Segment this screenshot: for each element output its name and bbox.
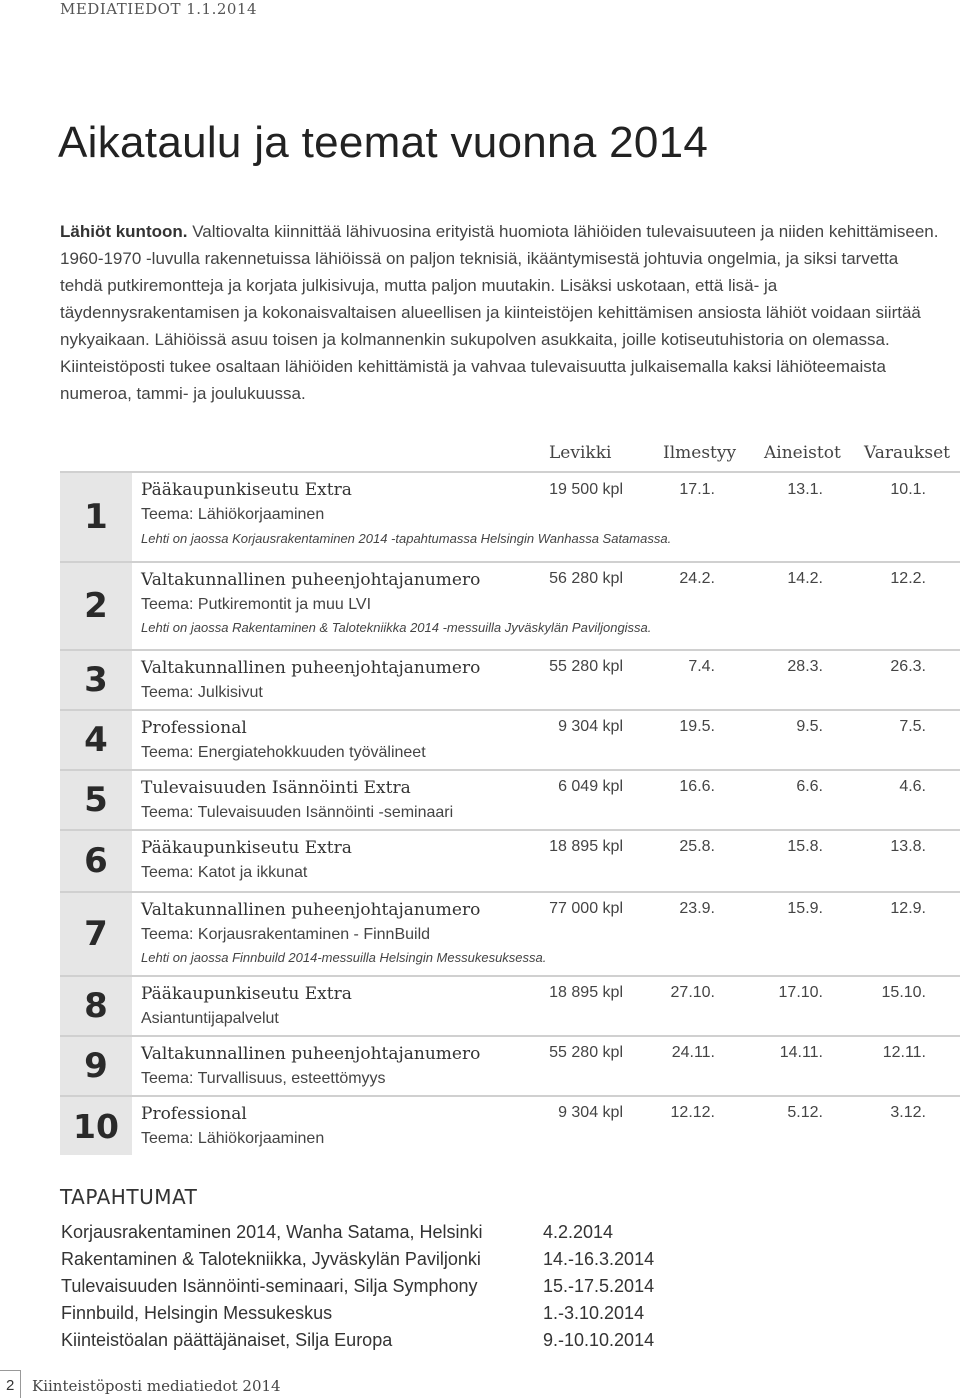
- issue-varaukset: 4.6.: [899, 778, 926, 795]
- event-date: 9.-10.10.2014: [543, 1330, 655, 1350]
- issue-number: 10: [60, 1097, 132, 1155]
- issue-number: 9: [60, 1037, 132, 1095]
- issue-aineistot: 5.12.: [787, 1104, 823, 1121]
- issue-ilmestyy: 23.9.: [679, 900, 715, 917]
- issue-aineistot: 15.9.: [787, 900, 823, 917]
- issue-varaukset: 3.12.: [890, 1104, 926, 1121]
- row-divider: [60, 975, 960, 977]
- issue-row: [60, 471, 960, 561]
- issue-row: [60, 769, 960, 829]
- issue-ilmestyy: 27.10.: [670, 984, 715, 1001]
- row-divider: [60, 1035, 960, 1037]
- issue-theme: Teema: Tulevaisuuden Isännöinti -seminaari: [141, 804, 454, 821]
- issue-theme: Teema: Energiatehokkuuden työvälineet: [141, 744, 426, 761]
- issue-levikki: 77 000 kpl: [549, 900, 623, 917]
- issue-varaukset: 7.5.: [899, 718, 926, 735]
- issue-theme: Teema: Putkiremontit ja muu LVI: [141, 596, 372, 613]
- issue-levikki: 19 500 kpl: [549, 481, 623, 498]
- page-number: 2: [6, 1377, 15, 1394]
- issue-ilmestyy: 24.11.: [671, 1044, 715, 1061]
- issue-row: [60, 649, 960, 709]
- issue-row: [60, 709, 960, 769]
- issue-publication: Valtakunnallinen puheenjohtajanumero: [141, 570, 481, 590]
- row-divider: [60, 709, 960, 711]
- row-divider: [60, 471, 960, 473]
- event-name: Rakentaminen & Talotekniikka, Jyväskylän Paviljonki: [61, 1249, 481, 1269]
- issue-theme: Teema: Julkisivut: [141, 684, 263, 701]
- issue-levikki: 55 280 kpl: [549, 1044, 623, 1061]
- issue-number: 1: [60, 473, 132, 561]
- issue-ilmestyy: 12.12.: [670, 1104, 715, 1121]
- issue-publication: Pääkaupunkiseutu Extra: [141, 984, 352, 1004]
- event-date: 1.-3.10.2014: [543, 1303, 645, 1323]
- row-divider: [60, 649, 960, 651]
- issue-number: 6: [60, 831, 132, 891]
- footer-divider-vertical: [20, 1370, 21, 1398]
- issue-number: 4: [60, 711, 132, 769]
- issue-publication: Professional: [141, 1104, 247, 1124]
- event-name: Tulevaisuuden Isännöinti-seminaari, Silja Symphony: [61, 1276, 478, 1296]
- issue-varaukset: 12.11.: [882, 1044, 926, 1061]
- footer-text: Kiinteistöposti mediatiedot 2014: [32, 1377, 281, 1395]
- issue-publication: Valtakunnallinen puheenjohtajanumero: [141, 900, 481, 920]
- issue-number: 2: [60, 563, 132, 649]
- events-heading: TAPAHTUMAT: [60, 1185, 198, 1209]
- issue-aineistot: 17.10.: [778, 984, 823, 1001]
- issue-varaukset: 13.8.: [890, 838, 926, 855]
- issue-note: Lehti on jaossa Korjausrakentaminen 2014 -tapahtumassa Helsingin Wanhassa Satamassa.: [141, 531, 672, 546]
- issue-number: 5: [60, 771, 132, 829]
- event-name: Korjausrakentaminen 2014, Wanha Satama, Helsinki: [61, 1222, 483, 1242]
- event-date: 4.2.2014: [543, 1222, 614, 1242]
- page-title: Aikataulu ja teemat vuonna 2014: [58, 118, 709, 167]
- issue-aineistot: 14.2.: [787, 570, 823, 587]
- row-divider: [60, 769, 960, 771]
- issue-levikki: 56 280 kpl: [549, 570, 623, 587]
- issue-theme: Asiantuntijapalvelut: [141, 1010, 279, 1027]
- issue-aineistot: 6.6.: [796, 778, 823, 795]
- issue-number: 7: [60, 893, 132, 975]
- issue-ilmestyy: 19.5.: [679, 718, 715, 735]
- row-divider: [60, 561, 960, 563]
- document-header-label: MEDIATIEDOT 1.1.2014: [60, 0, 258, 18]
- issue-varaukset: 12.9.: [890, 900, 926, 917]
- issue-publication: Pääkaupunkiseutu Extra: [141, 480, 352, 500]
- issue-row: [60, 1095, 960, 1155]
- issue-number: 8: [60, 977, 132, 1035]
- issue-varaukset: 10.1.: [890, 481, 926, 498]
- issue-levikki: 6 049 kpl: [558, 778, 623, 795]
- issue-publication: Valtakunnallinen puheenjohtajanumero: [141, 1044, 481, 1064]
- issue-theme: Teema: Korjausrakentaminen - FinnBuild: [141, 926, 431, 943]
- intro-text: Valtiovalta kiinnittää lähivuosina erityistä huomiota lähiöiden tulevaisuuteen ja niiden kehittämiseen. 1960-1970 -luvulla rakennetuissa lähiöissä on paljon teknisiä, ikääntymisestä johtuvia ongelmia, ja siksi tarvetta tehdä putkiremontteja ja korjata julkisivuja, mutta paljon muutakin. Lisäksi uskotaan, että lisä- ja täydennysrakentamisen ja kokonaisvaltaisen alueellisen ja kiinteistöjen kehittämisen ansiosta lähiöt voidaan siirtää nykyaikaan. Lähiöissä asuu toisen ja kolmannenkin sukupolven asukkaita, joille kotiseutuhistoria on olemassa. Kiinteistöposti tukee osaltaan lähiöiden kehittämistä ja vahvaa tulevaisuutta julkaisemalla kaksi lähiöteemaista numeroa, tammi- ja joulukuussa.: [60, 222, 939, 403]
- intro-lead: Lähiöt kuntoon.: [60, 222, 188, 241]
- column-header-aineistot: Aineistot: [764, 443, 841, 463]
- issue-publication: Professional: [141, 718, 247, 738]
- issue-theme: Teema: Turvallisuus, esteettömyys: [141, 1070, 386, 1087]
- issue-levikki: 55 280 kpl: [549, 658, 623, 675]
- row-divider: [60, 829, 960, 831]
- event-name: Finnbuild, Helsingin Messukeskus: [61, 1303, 333, 1323]
- row-divider: [60, 1095, 960, 1097]
- issue-aineistot: 28.3.: [787, 658, 823, 675]
- issue-levikki: 9 304 kpl: [558, 718, 623, 735]
- column-header-varaukset: Varaukset: [864, 443, 950, 463]
- issue-note: Lehti on jaossa Rakentaminen & Talotekniikka 2014 -messuilla Jyväskylän Paviljongissa.: [141, 620, 652, 635]
- issue-publication: Pääkaupunkiseutu Extra: [141, 838, 352, 858]
- issue-ilmestyy: 7.4.: [688, 658, 715, 675]
- issue-aineistot: 13.1.: [787, 481, 823, 498]
- issue-number: 3: [60, 651, 132, 709]
- issue-row: [60, 829, 960, 891]
- footer-divider: [0, 1370, 20, 1371]
- event-name: Kiinteistöalan päättäjänaiset, Silja Europa: [61, 1330, 393, 1350]
- issue-ilmestyy: 17.1.: [679, 481, 715, 498]
- issue-ilmestyy: 24.2.: [679, 570, 715, 587]
- issue-levikki: 9 304 kpl: [558, 1104, 623, 1121]
- intro-paragraph: [60, 218, 945, 407]
- issue-row: [60, 561, 960, 649]
- issue-theme: Teema: Lähiökorjaaminen: [141, 1130, 325, 1147]
- issue-ilmestyy: 25.8.: [679, 838, 715, 855]
- issue-theme: Teema: Lähiökorjaaminen: [141, 506, 325, 523]
- issue-note: Lehti on jaossa Finnbuild 2014-messuilla Helsingin Messukesuksessa.: [141, 950, 547, 965]
- event-date: 15.-17.5.2014: [543, 1276, 655, 1296]
- issue-varaukset: 12.2.: [890, 570, 926, 587]
- issue-row: [60, 891, 960, 975]
- issue-publication: Valtakunnallinen puheenjohtajanumero: [141, 658, 481, 678]
- issue-varaukset: 26.3.: [890, 658, 926, 675]
- row-divider: [60, 891, 960, 893]
- issue-row: [60, 1035, 960, 1095]
- issue-ilmestyy: 16.6.: [679, 778, 715, 795]
- issue-aineistot: 14.11.: [779, 1044, 823, 1061]
- issue-varaukset: 15.10.: [881, 984, 926, 1001]
- issue-levikki: 18 895 kpl: [549, 984, 623, 1001]
- event-date: 14.-16.3.2014: [543, 1249, 655, 1269]
- issue-aineistot: 15.8.: [787, 838, 823, 855]
- issue-levikki: 18 895 kpl: [549, 838, 623, 855]
- issue-row: [60, 975, 960, 1035]
- column-header-levikki: Levikki: [549, 443, 612, 463]
- issue-publication: Tulevaisuuden Isännöinti Extra: [141, 778, 411, 798]
- issue-theme: Teema: Katot ja ikkunat: [141, 864, 308, 881]
- column-header-ilmestyy: Ilmestyy: [663, 443, 737, 463]
- issue-aineistot: 9.5.: [796, 718, 823, 735]
